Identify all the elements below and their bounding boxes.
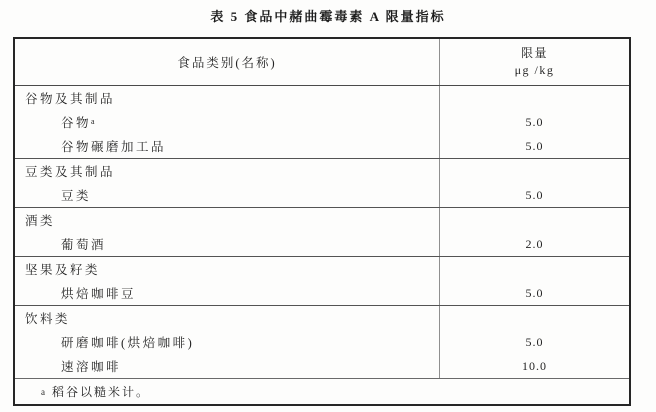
food-name-cell	[15, 86, 439, 110]
food-name-cell: 谷物 a	[15, 110, 439, 134]
limit-value-cell: 5.0	[439, 183, 629, 207]
table-header-row	[15, 39, 629, 86]
food-name: 研磨咖啡(烘焙咖啡)	[61, 336, 195, 350]
limit-value-cell: 5.0	[439, 330, 629, 354]
limit-value-cell: 5.0	[439, 110, 629, 134]
food-name: 豆类	[61, 189, 92, 203]
header-limit	[439, 39, 629, 85]
food-name-cell	[15, 257, 439, 281]
header-limit-unit: μg /kg	[514, 63, 555, 77]
table-section	[15, 208, 629, 257]
table-row	[15, 232, 629, 256]
food-name: 谷物碾磨加工品	[61, 140, 167, 154]
footnote: a 稻谷以糙米计。	[41, 385, 151, 399]
table-row	[15, 257, 629, 281]
food-name: 酒类	[25, 214, 56, 228]
table-section	[15, 257, 629, 306]
header-limit-label: 限量	[520, 46, 548, 60]
table-row	[15, 208, 629, 232]
table-row	[15, 281, 629, 305]
food-name-cell	[15, 183, 439, 207]
limit-table	[13, 37, 631, 406]
food-name: 豆类及其制品	[25, 165, 116, 179]
limit-value-cell	[439, 306, 629, 330]
table-row	[15, 110, 629, 134]
food-name: 谷物及其制品	[25, 92, 116, 106]
food-name-cell	[15, 134, 439, 158]
header-food-category: 食品类别(名称)	[177, 56, 277, 70]
food-name: 烘焙咖啡豆	[61, 287, 137, 301]
limit-value-cell: 5.0	[439, 134, 629, 158]
footnote-text: 稻谷以糙米计。	[52, 385, 151, 399]
limit-value-cell	[439, 86, 629, 110]
food-name-cell	[15, 281, 439, 305]
food-name: 葡萄酒	[61, 238, 107, 252]
limit-value-cell: 5.0	[439, 281, 629, 305]
food-name-cell	[15, 208, 439, 232]
table-sections	[15, 86, 629, 379]
table-row	[15, 183, 629, 207]
food-name-cell	[15, 159, 439, 183]
food-name-cell	[15, 330, 439, 354]
food-name-cell	[15, 232, 439, 256]
limit-value-cell	[439, 208, 629, 232]
food-name: 坚果及籽类	[25, 263, 101, 277]
food-name-cell	[15, 306, 439, 330]
table-row	[15, 134, 629, 158]
table-section	[15, 306, 629, 379]
limit-value-cell: 2.0	[439, 232, 629, 256]
table-row	[15, 354, 629, 378]
table-section	[15, 86, 629, 159]
food-name: 谷物	[61, 116, 92, 130]
table-row	[15, 86, 629, 110]
limit-value-cell	[439, 257, 629, 281]
table-section	[15, 159, 629, 208]
food-name: 速溶咖啡	[61, 360, 122, 374]
page-title: 表 5 食品中赭曲霉毒素 A 限量指标	[210, 9, 446, 24]
food-name-cell	[15, 354, 439, 378]
table-row	[15, 306, 629, 330]
food-name: 饮料类	[25, 312, 71, 326]
table-row	[15, 330, 629, 354]
limit-value-cell	[439, 159, 629, 183]
limit-value-cell: 10.0	[439, 354, 629, 378]
table-row	[15, 159, 629, 183]
